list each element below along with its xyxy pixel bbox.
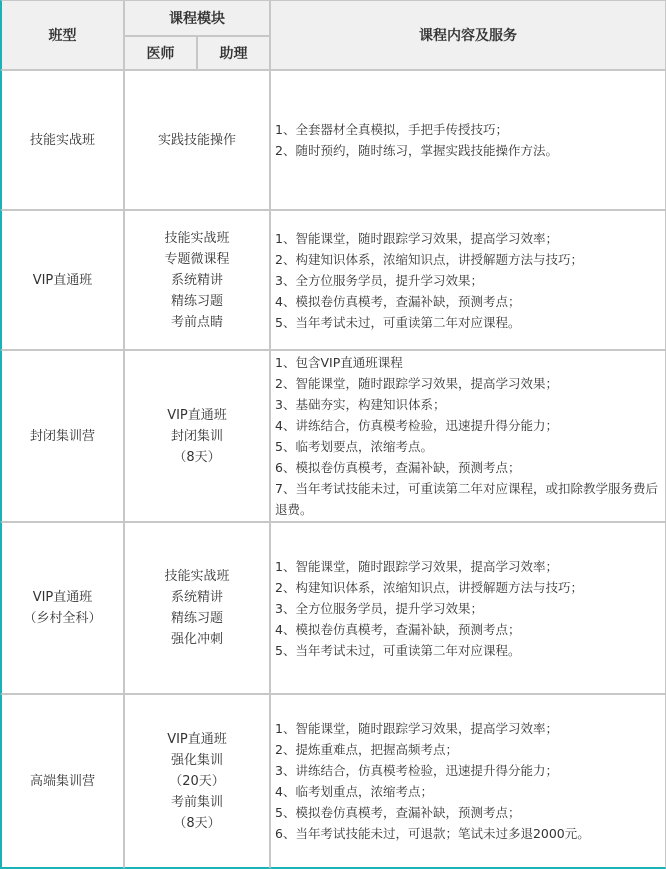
module-item: （8天） [173,449,221,465]
module-item: VIP直通班 [167,731,227,747]
module-item: 封闭集训 [170,428,223,444]
content-line: 3、全方位服务学员，提升学习效果； [275,272,483,288]
type-line: 封闭集训营 [29,428,95,444]
module-item: VIP直通班 [167,407,227,423]
content-line: 2、随时预约，随时练习，掌握实践技能操作方法。 [275,143,558,158]
type-line: VIP直通班 [32,590,93,605]
content-line: 2、提炼重难点，把握高频考点； [275,742,458,757]
row-4-type [0,522,124,694]
row-2-module-list [164,228,229,333]
row-1-type-text [30,130,95,151]
content-line: 4、讲练结合，仿真模考检验，迅速提升得分能力； [275,418,558,433]
row-2-type-text [33,270,93,291]
header-type-label: 班型 [48,28,77,44]
module-item: 精练习题 [170,293,223,309]
header-type [0,0,124,70]
content-line: 1、包含VIP直通班课程 [275,355,403,370]
row-5-modules [124,694,270,869]
row-3-type-text [30,426,95,447]
module-item: 精练习题 [170,611,223,626]
module-item: 技能实战班 [164,230,230,246]
header-content [270,0,666,70]
content-line: 2、智能课堂，随时跟踪学习效果，提高学习效果； [275,376,558,391]
content-line: 5、临考划要点，浓缩考点。 [275,439,433,454]
module-item: 技能实战班 [164,569,230,584]
row-1-modules [124,70,270,210]
row-5-content [270,694,666,869]
row-4-module-list [164,566,229,650]
module-item: 实践技能操作 [157,132,236,148]
content-line: 1、智能课堂，随时跟踪学习效果，提高学习效率； [275,721,558,736]
content-line: 2、构建知识体系，浓缩知识点，讲授解题方法与技巧； [275,251,583,267]
content-line: 6、当年考试技能未过，可退款；笔试未过多退2000元。 [275,826,590,841]
module-item: 专题微课程 [164,251,230,267]
content-line: 5、当年考试未过，可重读第二年对应课程。 [275,314,521,330]
content-line: 6、模拟卷仿真模考，查漏补缺，预测考点； [275,460,521,475]
module-item: 系统精讲 [170,590,223,605]
content-line: 3、基础夯实，构建知识体系； [275,397,446,412]
module-item: 系统精讲 [170,272,223,288]
content-line: 5、模拟卷仿真模考，查漏补缺，预测考点； [275,805,521,820]
header-doctor-label: 医师 [146,46,175,62]
module-item: （8天） [173,815,221,831]
content-line: 4、模拟卷仿真模考，查漏补缺，预测考点； [275,293,521,309]
content-line: 3、讲练结合，仿真模考检验，迅速提升得分能力； [275,763,558,778]
module-item: （20天） [169,773,225,789]
header-content-label: 课程内容及服务 [419,28,517,44]
module-item: 强化集训 [170,752,223,768]
row-2-type [0,210,124,350]
row-2-content [270,210,666,350]
content-line: 5、当年考试未过，可重读第二年对应课程。 [275,642,521,658]
type-line: 高端集训营 [29,773,95,789]
row-4-content [270,522,666,694]
content-line: 7、当年考试技能未过，可重读第二年对应课程，或扣除教学服务费后退费。 [275,481,658,517]
content-line: 2、构建知识体系，浓缩知识点，讲授解题方法与技巧； [275,579,583,595]
module-item: 强化冲刺 [170,632,223,647]
content-line: 1、全套器材全真模拟，手把手传授技巧； [275,122,508,137]
header-assistant [197,36,270,70]
row-5-module-list [167,729,227,834]
type-line: 技能实战班 [29,132,95,148]
row-1-module-list [158,130,236,151]
type-line: （乡村全科） [23,611,102,626]
row-1-content [270,70,666,210]
row-4-modules [124,522,270,694]
content-line: 1、智能课堂，随时跟踪学习效果，提高学习效率； [275,558,558,574]
row-3-modules [124,350,270,522]
row-3-content [270,350,666,522]
module-item: 考前集训 [170,794,223,810]
header-doctor [124,36,197,70]
row-3-type [0,350,124,522]
content-line: 4、临考划重点，浓缩考点； [275,784,433,799]
row-5-type [0,694,124,869]
content-line: 4、模拟卷仿真模考，查漏补缺，预测考点； [275,621,521,637]
row-3-module-list [167,405,227,468]
content-line: 3、全方位服务学员，提升学习效果； [275,600,483,616]
row-2-modules [124,210,270,350]
header-assistant-label: 助理 [219,46,248,62]
row-5-type-text [30,771,95,792]
header-module-label: 课程模块 [169,11,225,27]
header-module [124,0,270,36]
content-line: 1、智能课堂，随时跟踪学习效果，提高学习效率； [275,230,558,246]
row-1-type [0,70,124,210]
type-line: VIP直通班 [32,272,93,288]
module-item: 考前点睛 [170,314,223,330]
row-4-type-text [23,587,101,629]
